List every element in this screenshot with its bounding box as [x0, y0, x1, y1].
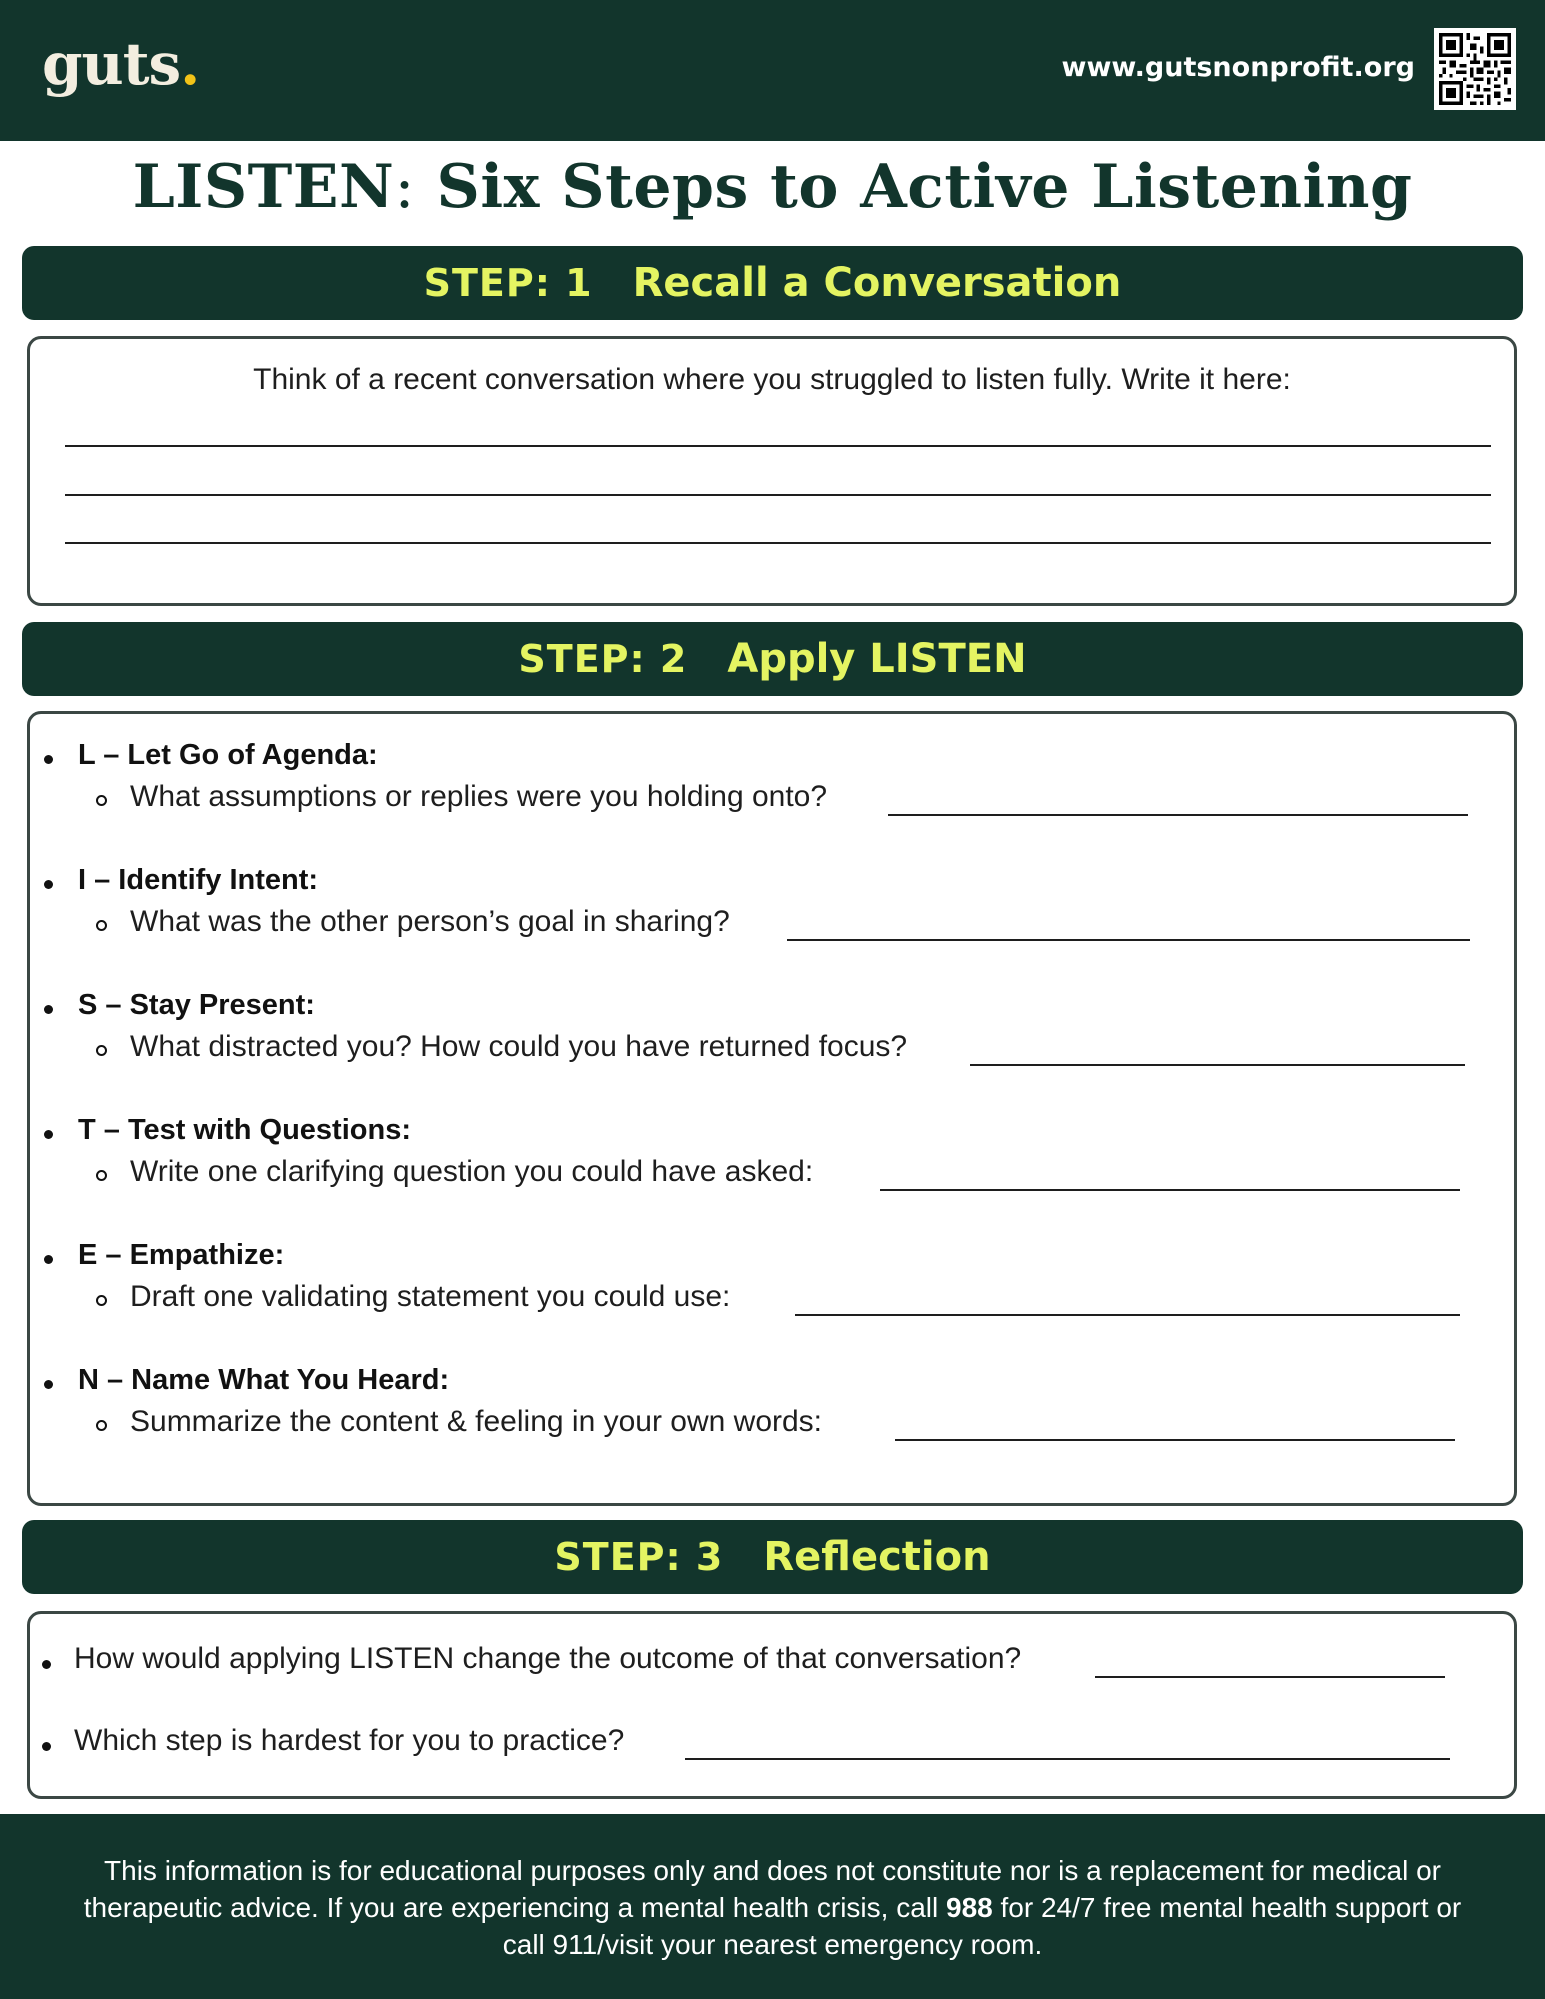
circle-bullet-icon [96, 1170, 107, 1181]
circle-bullet-icon [96, 795, 107, 806]
guts-logo [42, 30, 199, 98]
step-2-number: STEP: 2 [518, 637, 688, 681]
title-lead: LISTEN [132, 152, 395, 222]
disclaimer-footer [0, 1814, 1545, 1999]
logo-dot: . [180, 30, 200, 98]
crisis-hotline-number: 988 [946, 1892, 993, 1923]
footer-line-2b: for 24/7 free mental health support or [992, 1892, 1462, 1923]
bullet-icon [42, 1660, 51, 1669]
bullet-icon [44, 1380, 53, 1389]
listen-item-question: Summarize the content & feeling in your own words: [130, 1405, 823, 1438]
footer-line-3: call 911/visit your nearest emergency room. [502, 1929, 1043, 1960]
logo-text: guts [42, 30, 181, 98]
step-3-box [27, 1611, 1517, 1799]
listen-item-heading: N – Name What You Heard: [78, 1364, 450, 1396]
title-colon: : [394, 152, 416, 222]
step-1-prompt: Think of a recent conversation where you struggled to listen fully. Write it here: [253, 363, 1291, 396]
step-2-title: Apply LISTEN [727, 636, 1027, 682]
bullet-icon [44, 1130, 53, 1139]
step-2-header [22, 622, 1523, 696]
step-3-title: Reflection [763, 1534, 991, 1580]
bullet-icon [42, 1742, 51, 1751]
bullet-icon [44, 1005, 53, 1014]
step-3-number: STEP: 3 [554, 1535, 724, 1579]
circle-bullet-icon [96, 1420, 107, 1431]
listen-item-heading: T – Test with Questions: [78, 1114, 411, 1146]
listen-item-heading: S – Stay Present: [78, 989, 315, 1021]
bullet-icon [44, 755, 53, 764]
listen-item-question: Write one clarifying question you could have asked: [130, 1155, 814, 1188]
step-1-title: Recall a Conversation [632, 260, 1122, 306]
listen-item-question: What was the other person’s goal in sharing? [130, 905, 730, 938]
answer-line[interactable] [970, 1064, 1465, 1066]
bullet-icon [44, 880, 53, 889]
circle-bullet-icon [96, 1295, 107, 1306]
answer-line[interactable] [787, 939, 1470, 941]
answer-line[interactable] [895, 1439, 1455, 1441]
listen-item-question: What assumptions or replies were you holding onto? [130, 780, 828, 813]
write-line-2[interactable] [65, 494, 1491, 496]
listen-item-question: Draft one validating statement you could use: [130, 1280, 731, 1313]
title-rest: Six Steps to Active Listening [415, 152, 1413, 222]
step-1-number: STEP: 1 [423, 261, 593, 305]
circle-bullet-icon [96, 920, 107, 931]
answer-line[interactable] [888, 814, 1468, 816]
answer-line[interactable] [1095, 1676, 1445, 1678]
write-line-1[interactable] [65, 445, 1491, 447]
page-title [0, 152, 1545, 222]
footer-line-2a: therapeutic advice. If you are experiencing a mental health crisis, call [83, 1892, 946, 1923]
step-1-box [27, 336, 1517, 606]
reflection-question-2: Which step is hardest for you to practice? [74, 1724, 625, 1757]
step-3-header [22, 1520, 1523, 1594]
qr-code-icon [1434, 28, 1516, 110]
bullet-icon [44, 1255, 53, 1264]
circle-bullet-icon [96, 1045, 107, 1056]
answer-line[interactable] [685, 1758, 1450, 1760]
website-url: www.gutsnonprofit.org [1061, 52, 1415, 83]
listen-item-heading: E – Empathize: [78, 1239, 285, 1271]
step-2-box [27, 711, 1517, 1506]
reflection-question-1: How would applying LISTEN change the outcome of that conversation? [74, 1642, 1022, 1675]
answer-line[interactable] [795, 1314, 1460, 1316]
footer-line-1: This information is for educational purposes only and does not constitute nor is a replacement for medical or [104, 1855, 1441, 1886]
page-header [0, 0, 1545, 141]
footer-line-2 [40, 1889, 1505, 1926]
answer-line[interactable] [880, 1189, 1460, 1191]
listen-item-heading: L – Let Go of Agenda: [78, 739, 378, 771]
step-1-header [22, 246, 1523, 320]
listen-item-heading: I – Identify Intent: [78, 864, 319, 896]
listen-item-question: What distracted you? How could you have returned focus? [130, 1030, 908, 1063]
write-line-3[interactable] [65, 542, 1491, 544]
